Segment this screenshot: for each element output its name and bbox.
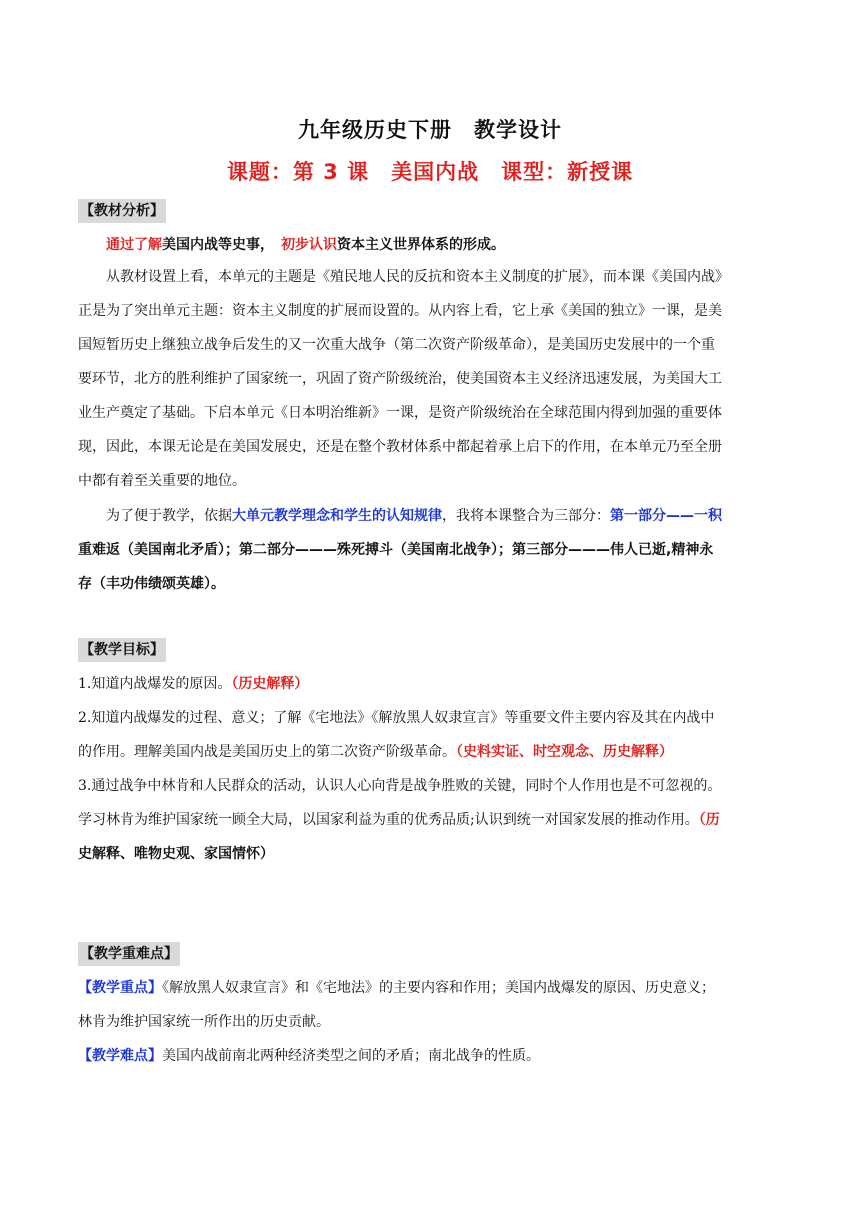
standard-red-2: 初步认识 xyxy=(281,237,337,253)
standard-red-1: 通过了解 xyxy=(106,237,162,253)
curriculum-standard xyxy=(106,230,812,260)
standard-black-2: 资本主义世界体系的形成。 xyxy=(337,237,505,253)
analysis-line-4: 要环节，北方的胜利维护了国家统一，巩固了资产阶级统治，使美国资本主义经济迅速发展，为美国大工 xyxy=(78,371,722,387)
teaching-difficulty-text: 美国内战前南北两种经济类型之间的矛盾；南北战争的性质。 xyxy=(162,1048,540,1064)
analysis-line-6: 现，因此，本课无论是在美国发展史，还是在整个教材体系中都起着承上启下的作用，在本单元乃至全册 xyxy=(78,439,722,455)
analysis-line-3: 国短暂历史上继独立战争后发生的又一次重大战争（第二次资产阶级革命），是美国历史发展中的一个重 xyxy=(78,337,715,353)
analysis-line-1: 从教材设置上看，本单元的主题是《殖民地人民的反抗和资本主义制度的扩展》，而本课《美国内战》 xyxy=(106,269,729,285)
objective-3-line-2 xyxy=(78,805,784,835)
objective-2-line-1: 2.知道内战爆发的过程、意义；了解《宅地法》《解放黑人奴隶宣言》等重要文件主要内容及其在内战中 xyxy=(78,710,715,726)
standard-black-1: 美国内战等史事， xyxy=(162,237,267,253)
objective-3-tag-end: 史解释、唯物史观、家国情怀） xyxy=(78,846,274,862)
page-title: 九年级历史下册 教学设计 xyxy=(298,118,562,142)
objective-3-line-1: 3.通过战争中林肯和人民群众的活动，认识人心向背是战争胜败的关键，同时个人作用也是不可忽视的。 xyxy=(78,778,722,794)
teaching-focus-line-2: 林肯为维护国家统一所作出的历史贡献。 xyxy=(78,1014,330,1030)
structure-line-3: 存（丰功伟绩颂英雄）。 xyxy=(78,576,225,592)
teaching-focus-line-1 xyxy=(78,973,784,1003)
teaching-focus-text: 《解放黑人奴隶宣言》和《宅地法》的主要内容和作用；美国内战爆发的原因、历史意义； xyxy=(162,980,715,996)
objective-1-text: 1.知道内战爆发的原因。 xyxy=(78,676,232,692)
analysis-line-7: 中都有着至关重要的地位。 xyxy=(78,473,246,489)
objective-1-tag: （历史解释） xyxy=(231,676,309,692)
structure-blue-concept: 大单元教学理念和学生的认知规律 xyxy=(232,508,442,524)
objective-2-text: 的作用。理解美国内战是美国历史上的第二次资产阶级革命。 xyxy=(78,744,456,760)
objective-2-tag: （史料实证、时空观念、历史解释） xyxy=(456,744,673,760)
section-tag-objectives: 【教学目标】 xyxy=(78,638,166,662)
structure-part1-start: 第一部分——一积 xyxy=(610,508,722,524)
teaching-focus-label: 【教学重点】 xyxy=(78,980,162,996)
structure-mid: ，我将本课整合为三部分： xyxy=(442,508,610,524)
objective-3-tag-start: （历 xyxy=(698,812,720,828)
structure-line-2: 重难返（美国南北矛盾）；第二部分———殊死搏斗（美国南北战争）；第三部分———伟人已逝,精神永 xyxy=(78,542,714,558)
section-tag-textbook-analysis: 【教材分析】 xyxy=(78,199,166,223)
structure-line-1 xyxy=(106,501,812,531)
objective-2-line-2 xyxy=(78,737,784,767)
teaching-difficulty xyxy=(78,1041,784,1071)
structure-prefix: 为了便于教学，依据 xyxy=(106,508,232,524)
teaching-difficulty-label: 【教学难点】 xyxy=(78,1048,162,1064)
analysis-line-5: 业生产奠定了基础。下启本单元《日本明治维新》一课，是资产阶级统治在全球范围内得到加强的重要体 xyxy=(78,405,722,421)
section-tag-key-points: 【教学重难点】 xyxy=(78,942,180,966)
objective-3-text: 学习林肯为维护国家统一顾全大局，以国家利益为重的优秀品质;认识到统一对国家发展的推动作用。 xyxy=(78,812,699,828)
analysis-line-2: 正是为了突出单元主题：资本主义制度的扩展而设置的。从内容上看，它上承《美国的独立》一课，是美 xyxy=(78,303,722,319)
lesson-subtitle: 课题：第 3 课 美国内战 课型：新授课 xyxy=(226,160,634,184)
objective-1 xyxy=(78,669,784,699)
